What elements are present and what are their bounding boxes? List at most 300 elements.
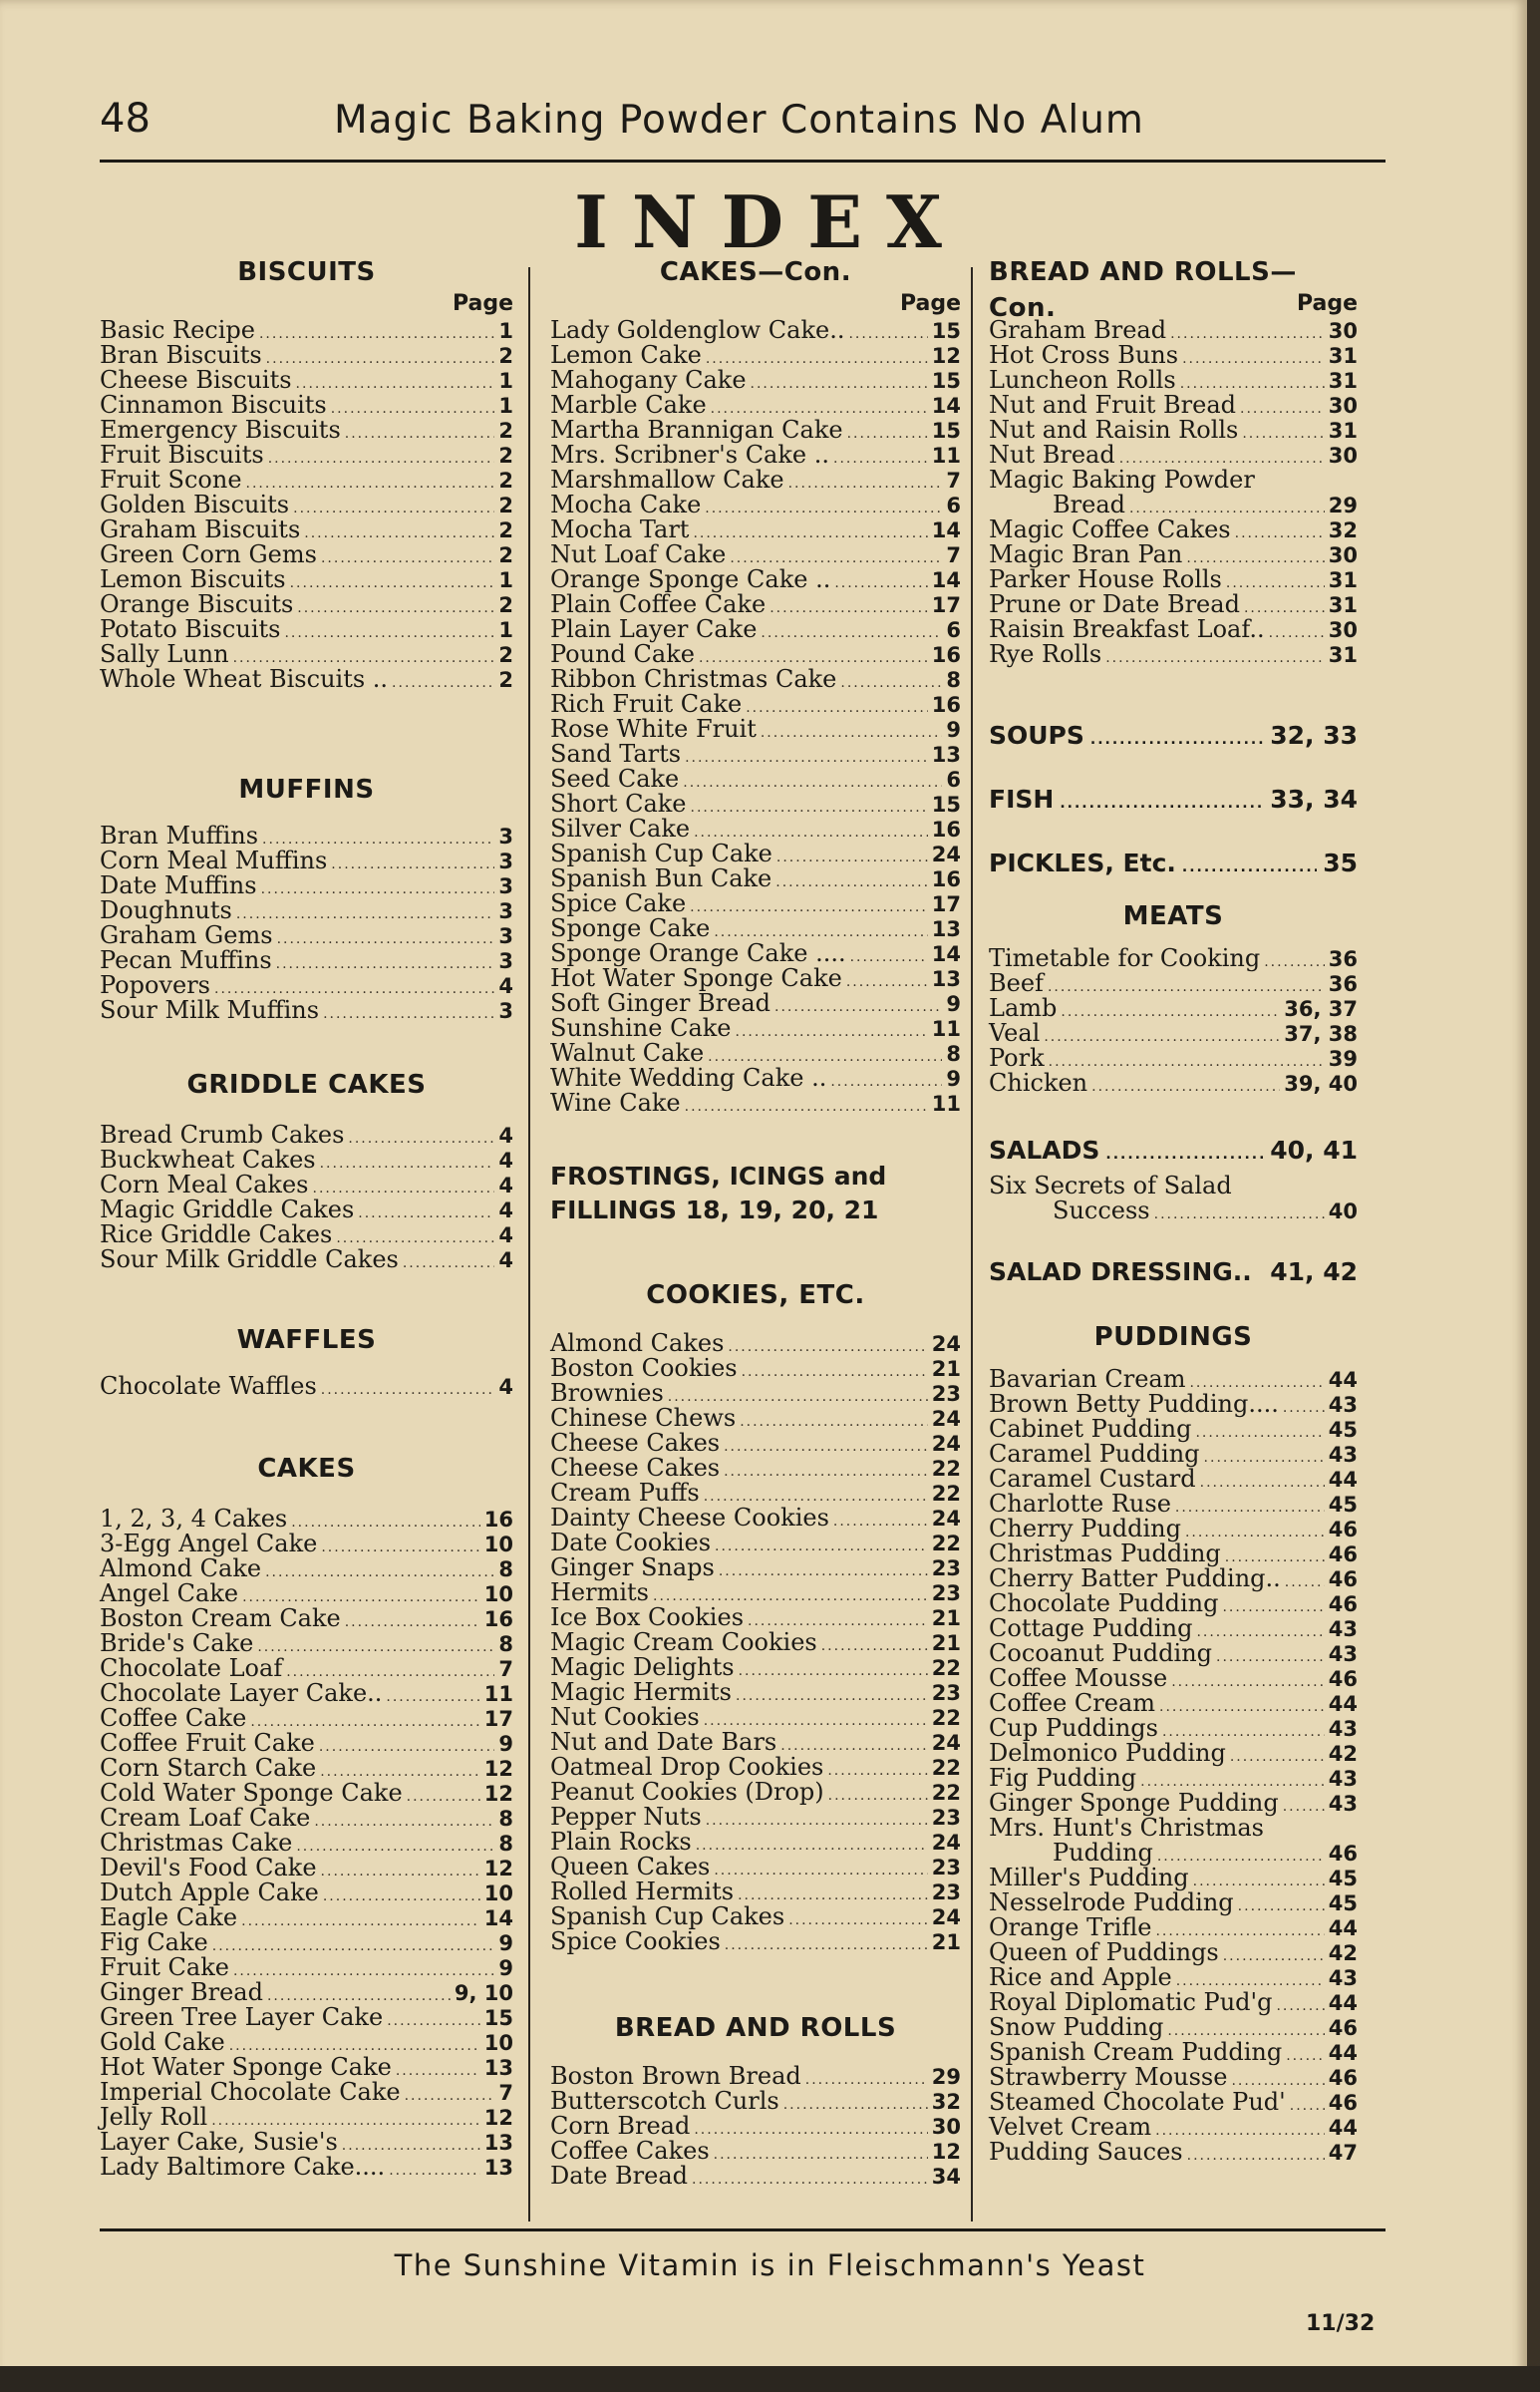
entry-page: 12	[483, 1857, 513, 1880]
index-entry	[100, 592, 513, 617]
section-label: SALAD DRESSING..	[989, 1257, 1252, 1286]
index-entry	[100, 1856, 513, 1880]
entry-name: Fruit Scone	[100, 466, 242, 494]
entry-name: Dutch Apple Cake	[100, 1879, 319, 1906]
entry-name: Magic Baking Powder	[989, 466, 1255, 494]
entry-name: Cup Puddings	[989, 1714, 1158, 1742]
entry-page: 15	[483, 2006, 513, 2030]
entry-name: Sponge Cake	[550, 914, 711, 942]
entry-page: 13	[931, 917, 961, 941]
footer-text: The Sunshine Vitamin is in Fleischmann's Yeast	[394, 2248, 1146, 2282]
index-entry	[550, 1705, 961, 1730]
entry-page: 21	[931, 1606, 961, 1630]
entry-page: 23	[931, 1556, 961, 1580]
index-entry	[989, 1691, 1358, 1716]
index-entry	[989, 1392, 1358, 1417]
entry-name: Corn Meal Muffins	[100, 847, 328, 874]
index-entry	[100, 1374, 513, 1399]
dot-leader	[725, 1929, 928, 1958]
entry-page: 43	[1328, 1767, 1358, 1791]
dot-leader	[1091, 1071, 1280, 1100]
index-entry	[550, 1406, 961, 1431]
salad-dressing-entry	[989, 1255, 1358, 1289]
entry-name: Martha Brannigan Cake	[550, 416, 843, 444]
entry-page: 15	[931, 319, 961, 343]
entry-name: Magic Cream Cookies	[550, 1628, 817, 1656]
entry-name: Corn Starch Cake	[100, 1754, 317, 1782]
entry-name: Fig Cake	[100, 1928, 208, 1956]
entry-name: Hot Water Sponge Cake	[550, 964, 842, 992]
entry-page: 32	[931, 2090, 961, 2114]
entry-name: Cheese Cakes	[550, 1429, 721, 1457]
entry-page: 30	[1328, 543, 1358, 567]
index-entry	[989, 1174, 1358, 1198]
index-entry	[100, 824, 513, 849]
entry-name: Emergency Biscuits	[100, 416, 341, 444]
index-entry	[550, 542, 961, 567]
index-entry	[100, 973, 513, 998]
entry-name: Pork	[989, 1044, 1045, 1072]
pickles-entry	[989, 847, 1358, 880]
entry-name: Wine Cake	[550, 1089, 681, 1117]
entry-name: Soft Ginger Bread	[550, 989, 771, 1017]
index-entry	[989, 1890, 1358, 1915]
entry-page: 17	[931, 593, 961, 617]
entry-name: Boston Cream Cake	[100, 1604, 341, 1632]
entry-page: 12	[483, 2106, 513, 2130]
index-entry	[100, 1222, 513, 1247]
index-entry	[989, 1541, 1358, 1566]
entry-page: 3	[498, 924, 513, 948]
index-entry	[550, 592, 961, 617]
entry-name: Sand Tarts	[550, 740, 682, 768]
entry-name: Fruit Biscuits	[100, 441, 264, 469]
entry-page: 4	[498, 1223, 513, 1247]
index-entry	[989, 343, 1358, 368]
entry-page: 45	[1328, 1867, 1358, 1890]
entry-name: Plain Rocks	[550, 1828, 692, 1856]
dot-leader	[1187, 2140, 1325, 2169]
index-entry	[100, 443, 513, 468]
entry-name: Plain Layer Cake	[550, 615, 758, 643]
entry-page: 15	[931, 793, 961, 817]
entry-page: 43	[1328, 1966, 1358, 1990]
entry-name: Green Tree Layer Cake	[100, 2003, 384, 2031]
entry-page: 8	[946, 1042, 961, 1066]
index-entry	[989, 2140, 1358, 2165]
entry-name: Miller's Pudding	[989, 1864, 1189, 1891]
index-entry	[550, 343, 961, 368]
entry-name: Ginger Snaps	[550, 1553, 715, 1581]
index-entry	[100, 567, 513, 592]
index-entry	[989, 1716, 1358, 1741]
entry-page: 1	[498, 319, 513, 343]
entry-page: 3	[498, 850, 513, 873]
entry-name: Sponge Orange Cake ....	[550, 939, 846, 967]
index-entry	[100, 1173, 513, 1197]
section-label: PICKLES, Etc.	[989, 849, 1176, 877]
entry-page: 47	[1328, 2141, 1358, 2165]
entry-list	[100, 1507, 513, 2180]
entry-page: 4	[498, 974, 513, 998]
entry-name: Hot Cross Buns	[989, 341, 1179, 369]
entry-page: 22	[931, 1756, 961, 1780]
entry-page: 43	[1328, 1642, 1358, 1666]
entry-page: 7	[946, 543, 961, 567]
entry-page: 3	[498, 874, 513, 898]
index-entry	[100, 667, 513, 692]
entry-page: 12	[931, 344, 961, 368]
index-entry	[550, 1680, 961, 1705]
index-entry	[989, 946, 1358, 971]
entry-page: 36	[1328, 947, 1358, 971]
entry-name: Spanish Bun Cake	[550, 864, 772, 892]
entry-name: Magic Delights	[550, 1653, 735, 1681]
entry-list	[989, 1174, 1358, 1223]
index-entry	[989, 1741, 1358, 1766]
entry-page: 36	[1328, 972, 1358, 996]
entry-name: Ginger Bread	[100, 1978, 263, 2006]
entry-name: Bavarian Cream	[989, 1365, 1186, 1393]
entry-page: 43	[1328, 1443, 1358, 1467]
entry-name: Prune or Date Bread	[989, 590, 1240, 618]
entry-name: Queen Cakes	[550, 1853, 711, 1880]
entry-page: 14	[931, 568, 961, 592]
entry-page: 42	[1328, 1941, 1358, 1965]
index-entry	[100, 1806, 513, 1831]
index-entry	[550, 941, 961, 966]
index-entry	[989, 1866, 1358, 1890]
entry-page: 10	[483, 1582, 513, 1606]
index-entry	[100, 1930, 513, 1955]
index-entry	[989, 1616, 1358, 1641]
index-entry	[100, 849, 513, 873]
entry-name: Ice Box Cookies	[550, 1603, 745, 1631]
entry-page: 13	[483, 2056, 513, 2080]
index-entry	[550, 817, 961, 842]
entry-page: 13	[483, 2156, 513, 2180]
entry-name: Coffee Cakes	[550, 2137, 710, 2165]
entry-name: Cinnamon Biscuits	[100, 391, 327, 419]
index-entry	[100, 1197, 513, 1222]
entry-name: Success	[1053, 1196, 1150, 1224]
index-entry	[100, 2030, 513, 2055]
index-entry	[989, 1841, 1358, 1866]
entry-name: Green Corn Gems	[100, 540, 317, 568]
entry-page: 7	[498, 1657, 513, 1681]
dot-leader	[1105, 1134, 1264, 1172]
entry-name: Boston Cookies	[550, 1354, 738, 1382]
index-entry	[550, 866, 961, 891]
entry-name: Nut and Date Bars	[550, 1728, 777, 1756]
entry-name: Orange Biscuits	[100, 590, 294, 618]
entry-page: 17	[931, 892, 961, 916]
entry-page: 14	[931, 394, 961, 418]
index-entry	[550, 742, 961, 767]
entry-page: 22	[931, 1706, 961, 1730]
index-entry	[989, 493, 1358, 517]
entry-page: 44	[1328, 1991, 1358, 2015]
index-entry	[100, 1681, 513, 1706]
entry-page: 11	[931, 1092, 961, 1116]
entry-name: Mocha Cake	[550, 491, 702, 518]
entry-page: 8	[498, 1557, 513, 1581]
running-title: Magic Baking Powder Contains No Alum	[334, 98, 1144, 143]
entry-name: Rice and Apple	[989, 1963, 1172, 1991]
entry-page: 17	[483, 1707, 513, 1731]
index-entry	[550, 767, 961, 792]
entry-name: Hot Water Sponge Cake	[100, 2053, 392, 2081]
entry-page: 46	[1328, 2016, 1358, 2040]
entry-name: Chinese Chews	[550, 1404, 737, 1432]
entry-name: Cold Water Sponge Cake	[100, 1779, 403, 1807]
dot-leader	[685, 1091, 928, 1120]
entry-name: Cabinet Pudding	[989, 1415, 1192, 1443]
index-entry	[100, 2105, 513, 2130]
index-entry	[100, 1656, 513, 1681]
entry-name: Mahogany Cake	[550, 366, 747, 394]
page-column-label: Page	[1296, 291, 1358, 316]
fish-entry	[989, 783, 1358, 817]
entry-list	[100, 1123, 513, 1272]
entry-name: Pudding	[1053, 1839, 1153, 1867]
salads-entry	[989, 1134, 1358, 1168]
entry-name: Bride's Cake	[100, 1629, 254, 1657]
entry-page: 24	[931, 1332, 961, 1356]
entry-name: Dainty Cheese Cookies	[550, 1504, 829, 1532]
index-entry	[550, 692, 961, 717]
index-entry	[989, 517, 1358, 542]
index-entry	[550, 2164, 961, 2189]
entry-name: Gold Cake	[100, 2028, 225, 2056]
entry-name: Cheese Cakes	[550, 1454, 721, 1482]
entry-name: Sour Milk Griddle Cakes	[100, 1245, 399, 1273]
dot-leader	[321, 1374, 495, 1403]
section-pages: 40, 41	[1270, 1136, 1358, 1165]
index-entry	[100, 318, 513, 343]
entry-page: 2	[498, 419, 513, 443]
index-entry	[550, 1605, 961, 1630]
index-entry	[100, 1831, 513, 1856]
index-entry	[550, 2064, 961, 2089]
dot-leader	[1060, 783, 1264, 821]
entry-name: Beef	[989, 969, 1044, 997]
index-entry	[100, 1556, 513, 1581]
dot-leader	[1090, 719, 1264, 757]
entry-page: 42	[1328, 1742, 1358, 1766]
dot-leader	[1283, 1791, 1325, 1820]
index-entry	[550, 1879, 961, 1904]
entry-page: 44	[1328, 1916, 1358, 1940]
entry-page: 13	[931, 743, 961, 767]
entry-name: Marshmallow Cake	[550, 466, 784, 494]
entry-name: Mocha Tart	[550, 515, 690, 543]
index-title: INDEX	[574, 179, 966, 264]
index-entry	[989, 971, 1358, 996]
index-entry	[100, 2055, 513, 2080]
entry-page: 13	[931, 967, 961, 991]
entry-name: Coffee Cake	[100, 1704, 247, 1732]
entry-page: 31	[1328, 643, 1358, 667]
index-entry	[989, 1791, 1358, 1816]
entry-page: 16	[931, 693, 961, 717]
index-entry	[550, 1555, 961, 1580]
entry-page: 1	[498, 369, 513, 393]
entry-page: 2	[498, 344, 513, 368]
index-entry	[550, 1016, 961, 1041]
entry-page: 6	[946, 494, 961, 517]
index-entry	[100, 418, 513, 443]
entry-page: 30	[1328, 444, 1358, 468]
entry-name: Bread Crumb Cakes	[100, 1121, 345, 1149]
index-entry	[989, 1046, 1358, 1071]
index-entry	[550, 2114, 961, 2139]
entry-list	[550, 318, 961, 1116]
entry-page: 14	[483, 1906, 513, 1930]
entry-name: Marble Cake	[550, 391, 707, 419]
entry-name: Nut and Fruit Bread	[989, 391, 1237, 419]
entry-name: Rye Rolls	[989, 640, 1102, 668]
entry-name: Chocolate Waffles	[100, 1372, 317, 1400]
index-entry	[550, 443, 961, 468]
entry-name: Steamed Chocolate Pud'	[989, 2088, 1286, 2116]
index-entry	[550, 1655, 961, 1680]
entry-name: Nut Loaf Cake	[550, 540, 727, 568]
entry-name: Sally Lunn	[100, 640, 229, 668]
page-column-label: Page	[899, 291, 961, 316]
entry-page: 39	[1328, 1047, 1358, 1071]
section-heading: GRIDDLE CAKES	[186, 1070, 427, 1100]
entry-page: 1	[498, 618, 513, 642]
page-column-label: Page	[452, 291, 513, 316]
entry-name: Golden Biscuits	[100, 491, 290, 518]
page-header	[100, 96, 1395, 156]
entry-name: Butterscotch Curls	[550, 2087, 779, 2115]
index-entry	[100, 873, 513, 898]
entry-page: 6	[946, 618, 961, 642]
index-entry	[989, 996, 1358, 1021]
entry-page: 46	[1328, 1842, 1358, 1866]
entry-page: 9	[946, 718, 961, 742]
entry-page: 46	[1328, 1667, 1358, 1691]
entry-page: 6	[946, 768, 961, 792]
section-heading: BISCUITS	[237, 257, 376, 287]
entry-page: 10	[483, 1533, 513, 1556]
entry-page: 34	[931, 2165, 961, 2189]
entry-page: 22	[931, 1482, 961, 1506]
entry-name: Ribbon Christmas Cake	[550, 665, 837, 693]
entry-list	[100, 824, 513, 1023]
index-entry	[989, 318, 1358, 343]
entry-page: 46	[1328, 2091, 1358, 2115]
index-entry	[100, 1631, 513, 1656]
entry-name: Chocolate Layer Cake..	[100, 1679, 383, 1707]
entry-name: Date Cookies	[550, 1529, 712, 1556]
index-entry	[550, 991, 961, 1016]
column-divider	[528, 267, 530, 2221]
entry-name: Caramel Pudding	[989, 1440, 1200, 1468]
entry-name: Hermits	[550, 1578, 649, 1606]
entry-page: 4	[498, 1124, 513, 1148]
frostings-line-2: FILLINGS 18, 19, 20, 21	[550, 1196, 879, 1224]
index-entry	[100, 998, 513, 1023]
dot-leader	[389, 2155, 480, 2184]
entry-page: 9	[498, 1732, 513, 1756]
entry-name: Graham Bread	[989, 316, 1167, 344]
entry-name: Lemon Biscuits	[100, 565, 286, 593]
entry-name: Mrs. Scribner's Cake ..	[550, 441, 829, 469]
entry-name: Cream Loaf Cake	[100, 1804, 311, 1832]
entry-page: 12	[931, 2140, 961, 2164]
entry-page: 24	[931, 1831, 961, 1855]
entry-page: 3	[498, 999, 513, 1023]
entry-page: 2	[498, 643, 513, 667]
entry-name: Seed Cake	[550, 765, 680, 793]
index-entry	[550, 567, 961, 592]
entry-page: 24	[931, 1507, 961, 1531]
entry-page: 9	[498, 1956, 513, 1980]
entry-page: 22	[931, 1457, 961, 1481]
entry-page: 46	[1328, 1518, 1358, 1541]
frostings-entry	[550, 1160, 961, 1227]
index-entry	[100, 1123, 513, 1148]
entry-name: Velvet Cream	[989, 2113, 1152, 2141]
index-entry	[989, 2115, 1358, 2140]
index-entry	[989, 642, 1358, 667]
entry-page: 45	[1328, 1493, 1358, 1517]
entry-page: 30	[1328, 394, 1358, 418]
entry-name: Christmas Pudding	[989, 1539, 1221, 1567]
entry-name: Basic Recipe	[100, 316, 255, 344]
index-entry	[100, 1731, 513, 1756]
entry-name: Pepper Nuts	[550, 1803, 702, 1831]
index-entry	[989, 1566, 1358, 1591]
index-entry	[100, 1781, 513, 1806]
entry-list	[989, 946, 1358, 1096]
entry-page: 12	[483, 1757, 513, 1781]
entry-page: 46	[1328, 2066, 1358, 2090]
index-entry	[100, 1247, 513, 1272]
entry-name: Six Secrets of Salad	[989, 1172, 1232, 1199]
index-entry	[989, 1965, 1358, 1990]
entry-name: Magic Griddle Cakes	[100, 1196, 355, 1223]
entry-page: 23	[931, 1681, 961, 1705]
index-entry	[550, 1730, 961, 1755]
index-entry	[100, 2155, 513, 2180]
entry-name: Silver Cake	[550, 815, 691, 843]
entry-page: 16	[483, 1607, 513, 1631]
entry-name: Spice Cake	[550, 889, 687, 917]
entry-name: Timetable for Cooking	[989, 944, 1261, 972]
entry-page: 43	[1328, 1717, 1358, 1741]
entry-page: 43	[1328, 1393, 1358, 1417]
entry-page: 4	[498, 1198, 513, 1222]
index-entry	[550, 617, 961, 642]
entry-page: 29	[1328, 494, 1358, 517]
entry-name: Sour Milk Muffins	[100, 996, 320, 1024]
entry-page: 24	[931, 843, 961, 866]
index-entry	[550, 1805, 961, 1830]
index-column-3	[989, 254, 1358, 2223]
entry-name: Doughnuts	[100, 896, 232, 924]
entry-page: 9, 10	[454, 1981, 513, 2005]
entry-page: 44	[1328, 1468, 1358, 1492]
entry-page: 12	[483, 1782, 513, 1806]
index-entry	[989, 1915, 1358, 1940]
entry-page: 11	[931, 444, 961, 468]
entry-name: Graham Gems	[100, 921, 273, 949]
entry-name: Pudding Sauces	[989, 2138, 1183, 2166]
